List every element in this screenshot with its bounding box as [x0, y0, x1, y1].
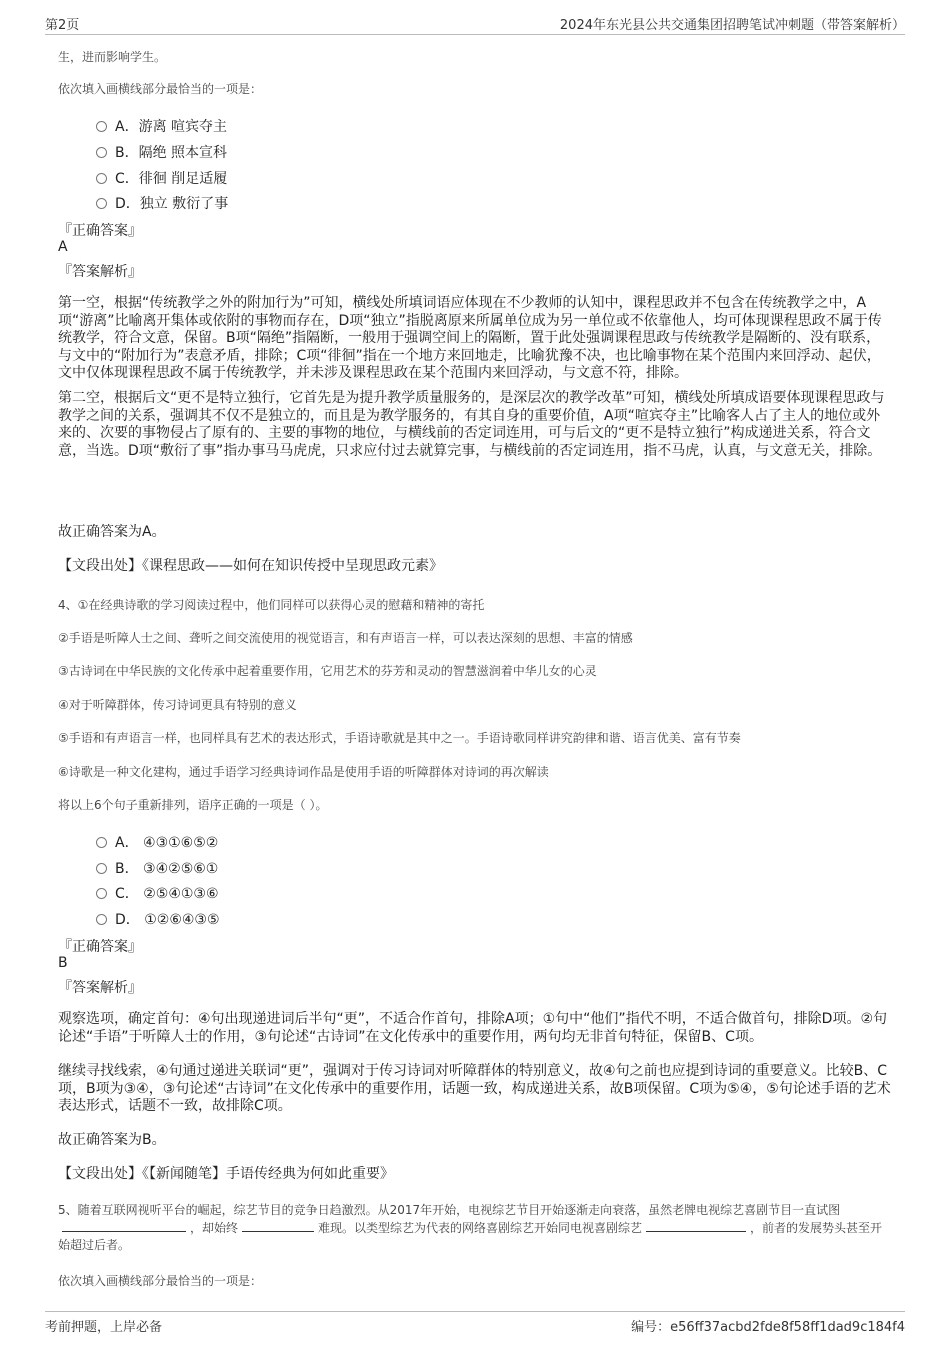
q4-analysis-label: 『答案解析』 [58, 980, 142, 996]
q4-analysis-paragraph-1: 观察选项，确定首句：④句出现递进词后半句“更”，不适合作首句，排除A项；①句中“他们”指代不明，不适合做首句，排除D项。②句论述“手语”于听障人士的作用，③句论述“古诗词”在文化传承中的重要作用，两句均无非首句特征，保留B、C项。 [58, 1011, 888, 1045]
q4-answer-label: 『正确答案』 [58, 939, 142, 955]
q4-option-b[interactable]: B． ③④②⑤⑥① [96, 858, 218, 878]
q4-source: 【文段出处】《【新闻随笔】手语传经典为何如此重要》 [58, 1166, 394, 1182]
document-title: 2024年东光县公共交通集团招聘笔试冲刺题（带答案解析） [559, 18, 905, 33]
q4-sentence-2: ②手语是听障人士之间、聋听之间交流使用的视觉语言，和有声语言一样，可以表达深刻的思想、丰富的情感 [58, 631, 633, 645]
q3-source: 【文段出处】《课程思政——如何在知识传授中呈现思政元素》 [58, 558, 443, 574]
radio-icon[interactable] [96, 863, 107, 874]
page-number: 第2页 [45, 18, 80, 33]
radio-icon[interactable] [96, 198, 107, 209]
radio-icon[interactable] [96, 147, 107, 158]
q4-sentence-4: ④对于听障群体，传习诗词更具有特别的意义 [58, 698, 297, 712]
radio-icon[interactable] [96, 888, 107, 899]
q5-prompt: 依次填入画横线部分最恰当的一项是： [58, 1274, 263, 1288]
q4-sentence-3: ③古诗词在中华民族的文化传承中起着重要作用，它用艺术的芬芳和灵动的智慧滋润着中华儿女的心灵 [58, 664, 597, 678]
q5-blank-2[interactable] [242, 1231, 314, 1232]
footer-slogan: 考前押题，上岸必备 [45, 1320, 163, 1335]
page-header [45, 14, 905, 35]
q3-option-b[interactable]: B．隔绝 照本宣科 [96, 142, 227, 162]
q5-blank-3[interactable] [646, 1231, 746, 1232]
q3-answer-label: 『正确答案』 [58, 223, 142, 239]
q3-analysis-label: 『答案解析』 [58, 264, 142, 280]
q4-option-c[interactable]: C． ②⑤④①③⑥ [96, 883, 219, 903]
q4-analysis-paragraph-2: 继续寻找线索，④句通过递进关联词“更”，强调对于传习诗词对听障群体的特别意义，故④句之前也应提到诗词的重要意义。比较B、C项，B项为③④，③句论述“古诗词”在文化传承中的重要作用，话题一致，构成递进关系，故B项保留。C项为⑤④，⑤句论述手语的艺术表达形式，话题不一致，故排除C项。 [58, 1063, 891, 1114]
radio-icon[interactable] [96, 173, 107, 184]
q4-sentence-6: ⑥诗歌是一种文化建构，通过手语学习经典诗词作品是使用手语的听障群体对诗词的再次解读 [58, 765, 549, 779]
q5-blank-1[interactable] [62, 1231, 186, 1232]
q3-option-d[interactable]: D．独立 敷衍了事 [96, 193, 228, 213]
q4-option-d[interactable]: D． ①②⑥④③⑤ [96, 909, 220, 929]
q3-analysis-paragraph-1: 第一空，根据“传统教学之外的附加行为”可知，横线处所填词语应体现在不少教师的认知中，课程思政并不包含在传统教学之中，A项“游离”比喻离开集体或依附的事物而存在，D项“独立”指脱离原来所属单位成为另一单位或不依靠他人，均可体现课程思政不属于传统教学，符合文意，保留。B项“隔绝”指隔断，一般用于强调空间上的隔断，置于此处强调课程思政与传统教学是隔断的、没有联系，与文中的“附加行为”表意矛盾，排除；C项“徘徊”指在一个地方来回地走，比喻犹豫不决，也比喻事物在某个范围内来回浮动、起伏，文中仅体现课程思政不属于传统教学，并未涉及课程思政在某个范围内来回浮动，与文意不符，排除。 [58, 295, 882, 381]
q3-prompt: 依次填入画横线部分最恰当的一项是： [58, 82, 263, 96]
q3-option-a[interactable]: A．游离 喧宾夺主 [96, 116, 227, 136]
q3-option-c[interactable]: C．徘徊 削足适履 [96, 168, 227, 188]
radio-icon[interactable] [96, 121, 107, 132]
q4-option-a[interactable]: A． ④③①⑥⑤② [96, 832, 218, 852]
radio-icon[interactable] [96, 914, 107, 925]
radio-icon[interactable] [96, 837, 107, 848]
q3-tail-text: 生，进而影响学生。 [58, 50, 167, 64]
document-code: 编号：e56ff37acbd2fde8f58ff1dad9c184f4 [631, 1320, 905, 1335]
q5-stem: 5、随着互联网视听平台的崛起，综艺节目的竞争日趋激烈。从2017年开始，电视综艺节目开始逐渐走向衰落，虽然老牌电视综艺喜剧节目一直试图，却始终 难现。以类型综艺为代表的网络喜剧综艺开始同电视喜剧综艺 ，前者的发展势头甚至开始超过后者。 [58, 1203, 883, 1252]
q4-prompt: 将以上6个句子重新排列，语序正确的一项是（ ）。 [58, 798, 328, 812]
q4-conclusion: 故正确答案为B。 [58, 1132, 166, 1148]
q4-sentence-1: 4、①在经典诗歌的学习阅读过程中，他们同样可以获得心灵的慰藉和精神的寄托 [58, 598, 485, 612]
q3-conclusion: 故正确答案为A。 [58, 524, 166, 540]
q4-sentence-5: ⑤手语和有声语言一样，也同样具有艺术的表达形式，手语诗歌就是其中之一。手语诗歌同样讲究韵律和谐、语言优美、富有节奏 [58, 731, 741, 745]
q4-answer: B [58, 955, 68, 971]
page-footer [45, 1311, 905, 1337]
q3-answer: A [58, 239, 68, 255]
q3-analysis-paragraph-2: 第二空，根据后文“更不是特立独行，它首先是为提升教学质量服务的，是深层次的教学改革”可知，横线处所填成语要体现课程思政与教学之间的关系，强调其不仅不是独立的，而且是为教学服务的，有其自身的重要价值，A项“喧宾夺主”比喻客人占了主人的地位或外来的、次要的事物侵占了原有的、主要的事物的地位，与横线前的否定词连用，可与后文的“更不是特立独行”构成递进关系，符合文意，当选。D项“敷衍了事”指办事马马虎虎，只求应付过去就算完事，与横线前的否定词连用，指不马虎，认真，与文意无关，排除。 [58, 390, 885, 459]
